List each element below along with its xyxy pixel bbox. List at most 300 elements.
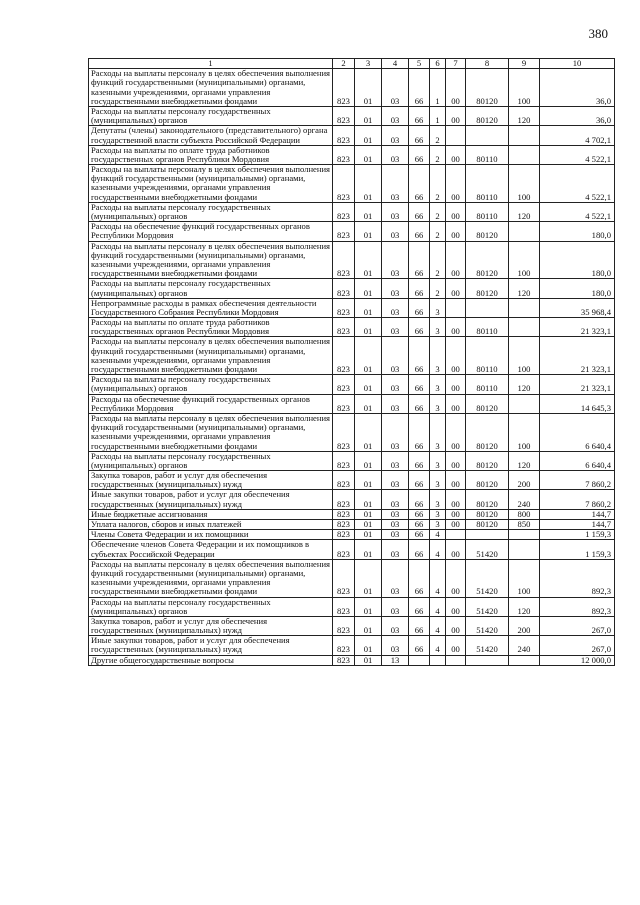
- column-header: 3: [355, 59, 382, 69]
- row-code-direction-a: 00: [446, 490, 466, 509]
- row-code-direction-a: 00: [446, 145, 466, 164]
- row-code-section: 01: [355, 222, 382, 241]
- row-code-direction-a: 00: [446, 509, 466, 519]
- row-code-subsection: 03: [382, 636, 409, 655]
- row-code-expense-type: [509, 318, 540, 337]
- row-code-direction-b: 51420: [466, 540, 509, 559]
- row-code-subsection: 03: [382, 241, 409, 279]
- column-header: 7: [446, 59, 466, 69]
- row-code-subsection: 03: [382, 520, 409, 530]
- row-code-subprogram: 2: [430, 165, 446, 203]
- row-code-direction-a: [446, 655, 466, 665]
- table-row: [89, 509, 615, 519]
- row-amount: 180,0: [540, 222, 615, 241]
- row-code-program: 66: [409, 471, 430, 490]
- row-code-admin: 823: [333, 413, 355, 451]
- row-code-subprogram: [430, 655, 446, 665]
- row-description: Закупка товаров, работ и услуг для обеспечения государственных (муниципальных) нужд: [89, 616, 333, 635]
- row-amount: 267,0: [540, 616, 615, 635]
- row-code-subprogram: 2: [430, 279, 446, 298]
- row-code-section: 01: [355, 394, 382, 413]
- row-code-subprogram: 1: [430, 106, 446, 125]
- row-code-expense-type: 100: [509, 559, 540, 597]
- row-code-program: 66: [409, 490, 430, 509]
- row-amount: 21 323,1: [540, 337, 615, 375]
- table-row: [89, 451, 615, 470]
- row-code-direction-a: 00: [446, 202, 466, 221]
- row-code-section: 01: [355, 106, 382, 125]
- row-code-direction-a: 00: [446, 413, 466, 451]
- row-amount: 1 159,3: [540, 530, 615, 540]
- row-code-section: 01: [355, 559, 382, 597]
- row-description: Другие общегосударственные вопросы: [89, 655, 333, 665]
- row-code-direction-a: 00: [446, 451, 466, 470]
- row-code-direction-a: 00: [446, 165, 466, 203]
- row-description: Члены Совета Федерации и их помощники: [89, 530, 333, 540]
- row-code-direction-a: 00: [446, 394, 466, 413]
- table-row: [89, 520, 615, 530]
- row-code-expense-type: [509, 394, 540, 413]
- row-code-admin: 823: [333, 530, 355, 540]
- row-code-direction-b: 80110: [466, 165, 509, 203]
- row-code-expense-type: 200: [509, 471, 540, 490]
- row-code-section: 01: [355, 202, 382, 221]
- table-row: [89, 597, 615, 616]
- row-amount: 1 159,3: [540, 540, 615, 559]
- row-code-admin: 823: [333, 490, 355, 509]
- row-code-direction-b: 51420: [466, 616, 509, 635]
- row-code-direction-a: 00: [446, 241, 466, 279]
- table-row: [89, 375, 615, 394]
- row-code-section: 01: [355, 490, 382, 509]
- row-code-direction-a: 00: [446, 616, 466, 635]
- column-header: 8: [466, 59, 509, 69]
- table-row: [89, 337, 615, 375]
- row-code-subprogram: 2: [430, 222, 446, 241]
- row-code-expense-type: 120: [509, 597, 540, 616]
- table-row: [89, 413, 615, 451]
- column-header: 2: [333, 59, 355, 69]
- row-amount: 892,3: [540, 597, 615, 616]
- row-description: Расходы на выплаты персоналу государственных (муниципальных) органов: [89, 202, 333, 221]
- row-code-admin: 823: [333, 145, 355, 164]
- row-amount: 36,0: [540, 106, 615, 125]
- row-code-section: 01: [355, 298, 382, 317]
- row-amount: 4 522,1: [540, 145, 615, 164]
- row-code-subsection: 03: [382, 509, 409, 519]
- row-code-section: 01: [355, 69, 382, 107]
- row-code-program: 66: [409, 145, 430, 164]
- row-code-direction-a: 00: [446, 597, 466, 616]
- row-description: Расходы на обеспечение функций государственных органов Республики Мордовия: [89, 222, 333, 241]
- row-code-admin: 823: [333, 451, 355, 470]
- row-amount: 7 860,2: [540, 490, 615, 509]
- row-code-admin: 823: [333, 509, 355, 519]
- row-code-direction-b: 51420: [466, 559, 509, 597]
- row-amount: 36,0: [540, 69, 615, 107]
- row-code-section: 01: [355, 279, 382, 298]
- row-code-subsection: 03: [382, 530, 409, 540]
- row-code-section: 01: [355, 597, 382, 616]
- row-code-admin: 823: [333, 655, 355, 665]
- row-code-admin: 823: [333, 165, 355, 203]
- row-code-direction-b: 80120: [466, 69, 509, 107]
- row-code-subsection: 03: [382, 540, 409, 559]
- row-code-program: 66: [409, 616, 430, 635]
- row-code-section: 01: [355, 145, 382, 164]
- row-code-direction-b: 80120: [466, 279, 509, 298]
- column-header: 6: [430, 59, 446, 69]
- row-code-direction-b: [466, 655, 509, 665]
- row-code-program: 66: [409, 509, 430, 519]
- row-amount: 12 000,0: [540, 655, 615, 665]
- row-code-section: 01: [355, 509, 382, 519]
- column-header: 4: [382, 59, 409, 69]
- row-code-direction-b: 80120: [466, 490, 509, 509]
- row-code-direction-b: 80120: [466, 413, 509, 451]
- row-code-subsection: 03: [382, 451, 409, 470]
- row-code-direction-a: 00: [446, 559, 466, 597]
- row-description: Иные закупки товаров, работ и услуг для обеспечения государственных (муниципальных) нужд: [89, 636, 333, 655]
- row-code-subsection: 03: [382, 165, 409, 203]
- row-code-admin: 823: [333, 636, 355, 655]
- row-code-program: 66: [409, 222, 430, 241]
- row-code-expense-type: [509, 530, 540, 540]
- table-row: [89, 279, 615, 298]
- row-description: Иные закупки товаров, работ и услуг для обеспечения государственных (муниципальных) нужд: [89, 490, 333, 509]
- row-code-expense-type: [509, 145, 540, 164]
- row-code-subsection: 03: [382, 616, 409, 635]
- row-code-subsection: 03: [382, 597, 409, 616]
- table-row: [89, 298, 615, 317]
- row-code-subsection: 03: [382, 471, 409, 490]
- row-amount: 144,7: [540, 509, 615, 519]
- row-code-expense-type: 850: [509, 520, 540, 530]
- row-code-expense-type: [509, 655, 540, 665]
- row-code-admin: 823: [333, 318, 355, 337]
- row-code-program: 66: [409, 126, 430, 145]
- row-code-direction-b: 80120: [466, 451, 509, 470]
- row-code-direction-a: 00: [446, 520, 466, 530]
- row-code-direction-b: 80120: [466, 509, 509, 519]
- row-code-subprogram: 3: [430, 451, 446, 470]
- row-code-program: 66: [409, 394, 430, 413]
- row-code-expense-type: 120: [509, 375, 540, 394]
- table-row: [89, 241, 615, 279]
- row-code-subsection: 03: [382, 375, 409, 394]
- row-code-section: 01: [355, 540, 382, 559]
- row-code-expense-type: [509, 298, 540, 317]
- row-code-direction-a: 00: [446, 337, 466, 375]
- row-code-section: 01: [355, 126, 382, 145]
- budget-table: [88, 58, 615, 666]
- row-code-subsection: 03: [382, 126, 409, 145]
- table-row: [89, 318, 615, 337]
- row-code-section: 01: [355, 318, 382, 337]
- row-code-admin: 823: [333, 279, 355, 298]
- row-code-direction-b: 80110: [466, 375, 509, 394]
- table-row: [89, 126, 615, 145]
- row-code-admin: 823: [333, 616, 355, 635]
- row-code-program: 66: [409, 298, 430, 317]
- row-code-program: 66: [409, 337, 430, 375]
- row-description: Обеспечение членов Совета Федерации и их помощников в субъектах Российской Федерации: [89, 540, 333, 559]
- row-description: Расходы на выплаты персоналу в целях обеспечения выполнения функций государственными (муниципальными) органами, казенными учреждениями, органами управления государственными внебюджетными фондами: [89, 413, 333, 451]
- row-code-expense-type: 200: [509, 616, 540, 635]
- row-code-subprogram: 2: [430, 241, 446, 279]
- row-code-expense-type: 120: [509, 451, 540, 470]
- row-code-direction-b: 80110: [466, 202, 509, 221]
- row-code-admin: 823: [333, 540, 355, 559]
- table-row: [89, 490, 615, 509]
- row-description: Расходы на выплаты персоналу государственных (муниципальных) органов: [89, 106, 333, 125]
- row-code-section: 01: [355, 471, 382, 490]
- row-code-subsection: 03: [382, 279, 409, 298]
- page-number: 380: [588, 26, 608, 41]
- row-code-subprogram: 4: [430, 616, 446, 635]
- row-description: Расходы на выплаты персоналу в целях обеспечения выполнения функций государственными (муниципальными) органами, казенными учреждениями, органами управления государственными внебюджетными фондами: [89, 241, 333, 279]
- row-code-expense-type: 100: [509, 69, 540, 107]
- row-code-direction-a: [446, 126, 466, 145]
- row-code-admin: 823: [333, 222, 355, 241]
- row-code-subprogram: 1: [430, 69, 446, 107]
- row-code-subsection: 03: [382, 337, 409, 375]
- row-code-program: [409, 655, 430, 665]
- row-code-program: 66: [409, 597, 430, 616]
- table-row: [89, 530, 615, 540]
- row-code-expense-type: 800: [509, 509, 540, 519]
- column-header: 9: [509, 59, 540, 69]
- row-amount: 6 640,4: [540, 451, 615, 470]
- column-header: 10: [540, 59, 615, 69]
- table-row: [89, 106, 615, 125]
- row-code-program: 66: [409, 375, 430, 394]
- table-row: [89, 616, 615, 635]
- row-code-admin: 823: [333, 202, 355, 221]
- row-code-subprogram: 4: [430, 540, 446, 559]
- table-row: [89, 69, 615, 107]
- row-code-subprogram: 3: [430, 509, 446, 519]
- row-amount: 35 968,4: [540, 298, 615, 317]
- row-code-subprogram: 3: [430, 413, 446, 451]
- row-code-subprogram: 2: [430, 202, 446, 221]
- row-description: Расходы на выплаты по оплате труда работников государственных органов Республики Мордовия: [89, 145, 333, 164]
- row-code-subprogram: 4: [430, 530, 446, 540]
- row-amount: 7 860,2: [540, 471, 615, 490]
- row-code-subprogram: 2: [430, 145, 446, 164]
- row-code-admin: 823: [333, 69, 355, 107]
- table-row: [89, 540, 615, 559]
- row-code-section: 01: [355, 375, 382, 394]
- row-code-program: 66: [409, 69, 430, 107]
- row-code-direction-a: [446, 530, 466, 540]
- column-header: 5: [409, 59, 430, 69]
- row-code-admin: 823: [333, 394, 355, 413]
- row-code-direction-a: 00: [446, 106, 466, 125]
- row-code-direction-a: 00: [446, 222, 466, 241]
- row-code-program: 66: [409, 165, 430, 203]
- row-code-admin: 823: [333, 241, 355, 279]
- row-amount: 21 323,1: [540, 318, 615, 337]
- row-code-program: 66: [409, 413, 430, 451]
- table-row: [89, 394, 615, 413]
- row-code-direction-b: [466, 298, 509, 317]
- row-amount: 267,0: [540, 636, 615, 655]
- row-code-direction-b: [466, 530, 509, 540]
- row-code-direction-b: 80120: [466, 241, 509, 279]
- row-code-direction-b: 80110: [466, 145, 509, 164]
- row-code-subprogram: 3: [430, 298, 446, 317]
- row-code-direction-a: 00: [446, 375, 466, 394]
- row-amount: 21 323,1: [540, 375, 615, 394]
- row-code-direction-b: 51420: [466, 597, 509, 616]
- row-code-subsection: 03: [382, 394, 409, 413]
- row-code-subsection: 03: [382, 222, 409, 241]
- table-row: [89, 636, 615, 655]
- row-code-section: 01: [355, 530, 382, 540]
- row-code-admin: 823: [333, 559, 355, 597]
- row-code-subsection: 03: [382, 69, 409, 107]
- row-code-subprogram: 3: [430, 394, 446, 413]
- row-amount: 180,0: [540, 241, 615, 279]
- table-row: [89, 145, 615, 164]
- row-code-subprogram: 4: [430, 636, 446, 655]
- row-code-section: 01: [355, 241, 382, 279]
- row-code-direction-a: 00: [446, 69, 466, 107]
- row-code-subsection: 03: [382, 298, 409, 317]
- row-code-program: 66: [409, 318, 430, 337]
- row-code-expense-type: 240: [509, 636, 540, 655]
- row-code-direction-a: 00: [446, 540, 466, 559]
- row-code-expense-type: 120: [509, 202, 540, 221]
- row-code-section: 01: [355, 337, 382, 375]
- row-description: Депутаты (члены) законодательного (представительного) органа государственной власти субъекта Российской Федерации: [89, 126, 333, 145]
- row-description: Расходы на выплаты персоналу государственных (муниципальных) органов: [89, 375, 333, 394]
- row-description: Закупка товаров, работ и услуг для обеспечения государственных (муниципальных) нужд: [89, 471, 333, 490]
- row-code-section: 01: [355, 655, 382, 665]
- row-code-program: 66: [409, 636, 430, 655]
- row-description: Иные бюджетные ассигнования: [89, 509, 333, 519]
- row-code-program: 66: [409, 451, 430, 470]
- row-code-subsection: 03: [382, 106, 409, 125]
- row-code-program: 66: [409, 520, 430, 530]
- row-code-admin: 823: [333, 597, 355, 616]
- row-code-expense-type: [509, 540, 540, 559]
- column-header: 1: [89, 59, 333, 69]
- row-amount: 144,7: [540, 520, 615, 530]
- header-row: [89, 59, 615, 69]
- row-code-expense-type: 100: [509, 413, 540, 451]
- row-amount: 14 645,3: [540, 394, 615, 413]
- row-code-direction-b: 80120: [466, 520, 509, 530]
- row-code-program: 66: [409, 106, 430, 125]
- row-code-subprogram: 3: [430, 520, 446, 530]
- row-code-subsection: 03: [382, 318, 409, 337]
- row-code-subprogram: 3: [430, 337, 446, 375]
- row-code-subprogram: 4: [430, 597, 446, 616]
- row-code-expense-type: 240: [509, 490, 540, 509]
- table-row: [89, 202, 615, 221]
- row-code-expense-type: [509, 222, 540, 241]
- row-code-subprogram: 3: [430, 490, 446, 509]
- row-code-direction-b: [466, 126, 509, 145]
- row-code-expense-type: 100: [509, 165, 540, 203]
- row-code-subsection: 03: [382, 490, 409, 509]
- row-code-admin: 823: [333, 471, 355, 490]
- row-amount: 4 522,1: [540, 165, 615, 203]
- row-code-direction-a: 00: [446, 471, 466, 490]
- row-code-direction-b: 80120: [466, 222, 509, 241]
- row-code-section: 01: [355, 636, 382, 655]
- row-code-direction-b: 80120: [466, 106, 509, 125]
- row-amount: 4 702,1: [540, 126, 615, 145]
- row-code-program: 66: [409, 540, 430, 559]
- row-description: Расходы на выплаты по оплате труда работников государственных органов Республики Мордовия: [89, 318, 333, 337]
- row-code-subprogram: 3: [430, 471, 446, 490]
- row-description: Уплата налогов, сборов и иных платежей: [89, 520, 333, 530]
- row-code-direction-a: 00: [446, 279, 466, 298]
- row-code-section: 01: [355, 520, 382, 530]
- row-description: Расходы на обеспечение функций государственных органов Республики Мордовия: [89, 394, 333, 413]
- row-description: Расходы на выплаты персоналу в целях обеспечения выполнения функций государственными (муниципальными) органами, казенными учреждениями, органами управления государственными внебюджетными фондами: [89, 165, 333, 203]
- row-description: Непрограммные расходы в рамках обеспечения деятельности Государственного Собрания Республики Мордовия: [89, 298, 333, 317]
- row-code-direction-a: [446, 298, 466, 317]
- row-code-admin: 823: [333, 298, 355, 317]
- row-code-expense-type: 120: [509, 279, 540, 298]
- table-body: [89, 69, 615, 666]
- table-row: [89, 222, 615, 241]
- row-code-expense-type: [509, 126, 540, 145]
- row-code-section: 01: [355, 413, 382, 451]
- row-code-program: 66: [409, 202, 430, 221]
- row-code-program: 66: [409, 559, 430, 597]
- row-code-admin: 823: [333, 337, 355, 375]
- row-code-direction-b: 80110: [466, 337, 509, 375]
- table-row: [89, 655, 615, 665]
- row-code-subprogram: 4: [430, 559, 446, 597]
- row-code-admin: 823: [333, 106, 355, 125]
- table-row: [89, 165, 615, 203]
- row-code-direction-b: 51420: [466, 636, 509, 655]
- row-code-expense-type: 100: [509, 241, 540, 279]
- row-description: Расходы на выплаты персоналу в целях обеспечения выполнения функций государственными (муниципальными) органами, казенными учреждениями, органами управления государственными внебюджетными фондами: [89, 69, 333, 107]
- row-code-expense-type: 100: [509, 337, 540, 375]
- row-code-direction-b: 80110: [466, 318, 509, 337]
- row-code-subprogram: 3: [430, 318, 446, 337]
- table-row: [89, 471, 615, 490]
- row-code-section: 01: [355, 165, 382, 203]
- row-description: Расходы на выплаты персоналу государственных (муниципальных) органов: [89, 451, 333, 470]
- row-amount: 892,3: [540, 559, 615, 597]
- row-code-subsection: 03: [382, 145, 409, 164]
- row-code-subsection: 03: [382, 413, 409, 451]
- row-code-admin: 823: [333, 375, 355, 394]
- row-code-direction-a: 00: [446, 636, 466, 655]
- row-code-admin: 823: [333, 126, 355, 145]
- row-code-program: 66: [409, 241, 430, 279]
- row-description: Расходы на выплаты персоналу в целях обеспечения выполнения функций государственными (муниципальными) органами, казенными учреждениями, органами управления государственными внебюджетными фондами: [89, 559, 333, 597]
- row-code-section: 01: [355, 451, 382, 470]
- row-code-admin: 823: [333, 520, 355, 530]
- row-amount: 6 640,4: [540, 413, 615, 451]
- row-code-expense-type: 120: [509, 106, 540, 125]
- row-description: Расходы на выплаты персоналу в целях обеспечения выполнения функций государственными (муниципальными) органами, казенными учреждениями, органами управления государственными внебюджетными фондами: [89, 337, 333, 375]
- row-description: Расходы на выплаты персоналу государственных (муниципальных) органов: [89, 279, 333, 298]
- table-row: [89, 559, 615, 597]
- row-code-direction-a: 00: [446, 318, 466, 337]
- row-code-subsection: 13: [382, 655, 409, 665]
- row-code-subprogram: 3: [430, 375, 446, 394]
